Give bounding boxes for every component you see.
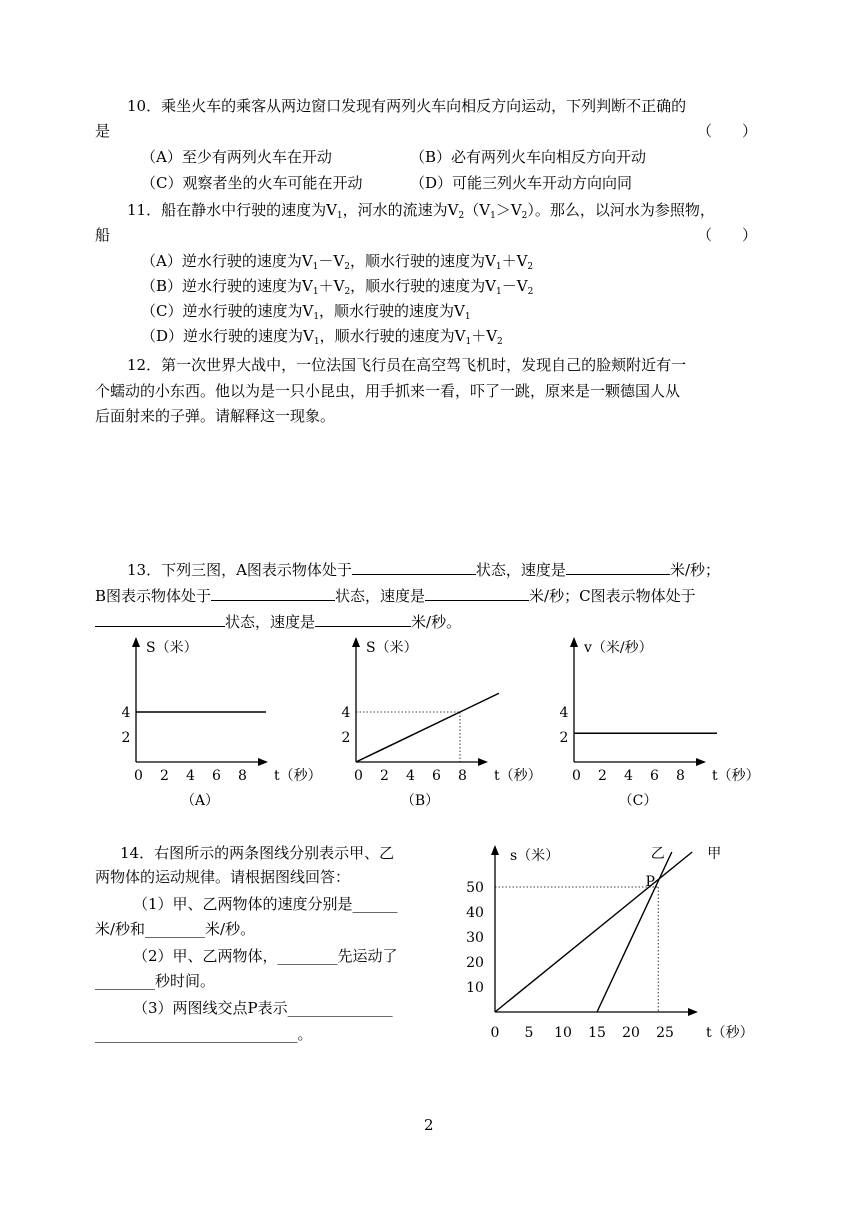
y-tick-label: 20 [466,955,484,971]
y-tick-label: 2 [121,730,131,746]
x-axis-label: t（秒） [274,768,322,784]
q10-stem-cont: 是 [95,122,111,140]
q14-line-6: ________秒时间。 [95,972,216,990]
x-tick-label: 4 [186,768,195,784]
chart-d [458,835,758,1045]
y-axis-label: v（米/秒） [584,640,653,656]
q14-line-5: （2）甲、乙两物体，________先运动了 [133,947,398,965]
y-axis-label: S（米） [146,640,198,656]
q10-option-c: （C）观察者坐的火车可能在开动 [141,174,363,192]
x-tick-label: 2 [160,768,169,784]
chart-caption: （B） [400,793,440,809]
x-tick-label: 2 [598,768,607,784]
q14-line-2: 两物体的运动规律。请根据图线回答： [95,868,351,886]
x-tick-label: 8 [458,768,467,784]
y-axis-arrow [570,637,578,647]
y-axis-label: s（米） [510,848,560,864]
x-tick-label: 2 [380,768,389,784]
q11-option-a: （A）逆水行驶的速度为$V_1-V_2$，顺水行驶的速度为$V_1+V_2$ [141,252,534,272]
x-tick-label: 0 [490,1025,500,1041]
x-tick-label: 8 [676,768,685,784]
blank-b-speed [425,585,529,601]
x-axis-label: t（秒） [494,768,542,784]
series-line [495,852,692,1012]
q11-answer-paren: （ ） [697,226,758,244]
x-tick-label: 0 [572,768,581,784]
y-tick-label: 4 [559,705,569,721]
series-label-jia: 甲 [707,846,722,862]
chart-a [110,635,322,810]
q10-option-a: （A）至少有两列火车在开动 [141,148,332,166]
blank-c-speed [315,611,411,627]
y-tick-label: 4 [121,705,131,721]
y-tick-label: 30 [466,930,484,946]
x-tick-label: 4 [406,768,415,784]
intersection-label: P [645,874,655,890]
page-number: 2 [424,1116,434,1134]
y-tick-label: 2 [559,730,569,746]
y-axis-arrow [132,637,140,647]
chart-caption: （C） [618,793,658,809]
x-axis-arrow [258,758,268,766]
q12-line-2: 个蠕动的小东西。他以为是一只小昆虫，用手抓来一看，吓了一跳，原来是一颗德国人从 [95,382,681,400]
q14-line-4: 米/秒和________米/秒。 [95,920,256,938]
series-line [356,693,499,762]
y-axis-arrow [352,637,360,647]
series-line [597,852,672,1012]
series-label-yi: 乙 [650,846,665,862]
q14-line-1: 14．右图所示的两条图线分别表示甲、乙 [120,844,395,862]
y-tick-label: 4 [341,705,351,721]
x-tick-label: 6 [650,768,659,784]
q13-line-2: B图表示物体处于 状态，速度是 米/秒；C图表示物体处于 [95,587,696,605]
y-tick-label: 2 [341,730,351,746]
x-tick-label: 0 [134,768,143,784]
x-tick-label: 20 [622,1025,640,1041]
q12-line-1: 12．第一次世界大战中，一位法国飞行员在高空驾飞机时，发现自己的脸颊附近有一 [127,356,687,374]
x-axis-arrow [696,758,706,766]
x-axis-arrow [478,758,488,766]
q10-option-d: （D）可能三列火车开动方向向同 [410,174,633,192]
x-axis-label: t（秒） [706,1025,754,1041]
q11-option-d: （D）逆水行驶的速度为$V_1$，顺水行驶的速度为$V_1+V_2$ [141,327,503,347]
q13-line-3: 状态，速度是 米/秒。 [95,611,461,633]
blank-a-state [352,559,476,575]
q14-line-8: ___________________________。 [95,1025,313,1043]
y-tick-label: 10 [466,980,484,996]
chart-b [330,635,542,810]
x-tick-label: 15 [588,1025,606,1041]
x-tick-label: 6 [432,768,441,784]
blank-b-state [211,585,335,601]
x-tick-label: 10 [554,1025,572,1041]
blank-c-state [95,611,225,627]
y-tick-label: 40 [466,905,484,921]
y-axis-arrow [491,845,499,855]
chart-caption: （A） [180,793,220,809]
q10-stem: 10．乘坐火车的乘客从两边窗口发现有两列火车向相反方向运动，下列判断不正确的 [127,97,687,115]
y-axis-label: S（米） [366,640,418,656]
q14-line-3: （1）甲、乙两物体的速度分别是______ [133,895,398,913]
q13-line-1: 13．下列三图，A图表示物体处于 状态，速度是 米/秒； [127,561,720,579]
q12-line-3: 后面射来的子弹。请解释这一现象。 [95,407,336,425]
q11-option-c: （C）逆水行驶的速度为$V_1$，顺水行驶的速度为$V_1$ [141,302,471,322]
x-tick-label: 6 [212,768,221,784]
x-tick-label: 5 [524,1025,534,1041]
y-tick-label: 50 [466,880,484,896]
x-axis-arrow [688,1008,698,1016]
chart-c [548,635,760,810]
q11-option-b: （B）逆水行驶的速度为$V_1+V_2$，顺水行驶的速度为$V_1-V_2$ [141,277,534,297]
x-tick-label: 25 [656,1025,674,1041]
q10-answer-paren: （ ） [697,122,758,140]
q10-option-b: （B）必有两列火车向相反方向开动 [410,148,647,166]
q14-line-7: （3）两图线交点P表示______________ [133,999,393,1017]
q11-stem: 11．船在静水中行驶的速度为$V_1$，河水的流速为$V_2(V_1>V_2)$。那么，以河水为参照物， [127,201,715,221]
blank-a-speed [566,559,670,575]
x-axis-label: t（秒） [712,768,760,784]
x-tick-label: 8 [238,768,247,784]
x-tick-label: 4 [624,768,633,784]
q11-stem-cont: 船 [95,226,111,244]
x-tick-label: 0 [354,768,363,784]
